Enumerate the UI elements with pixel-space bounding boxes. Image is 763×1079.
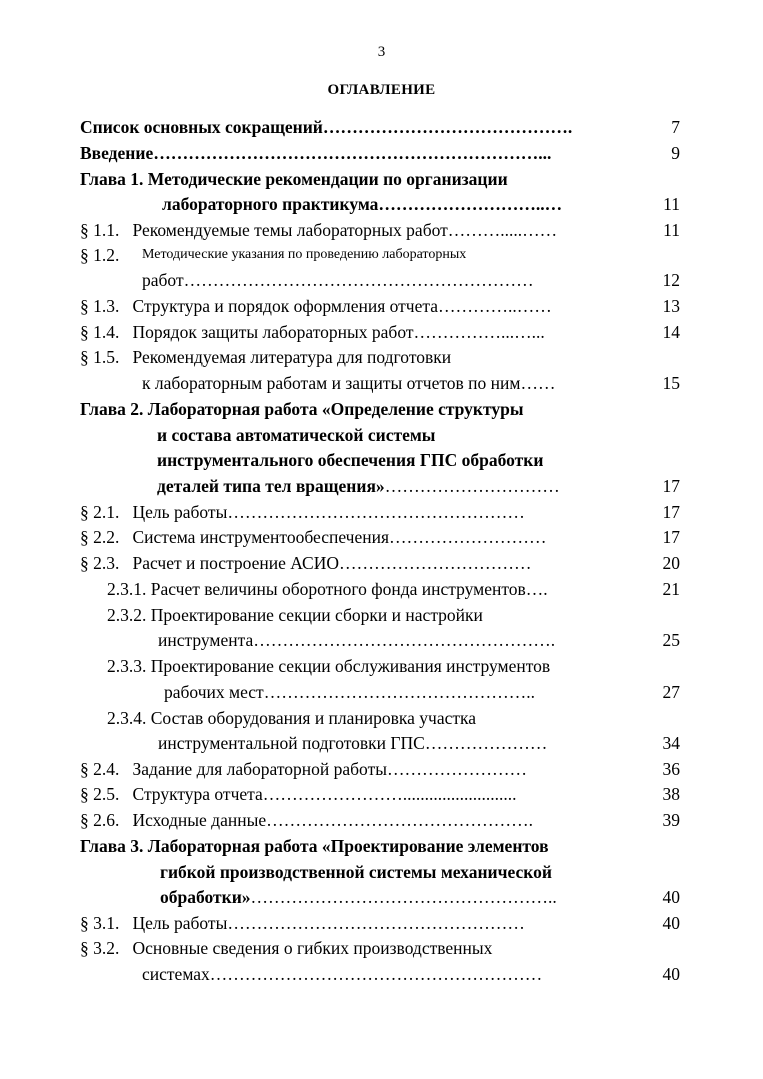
toc-entry-text: § 1.1. Рекомендуемые темы лабораторных работ……….....…… [80, 220, 558, 240]
toc-entry-text: Список основных сокращений……………………………………. [80, 117, 573, 137]
toc-entry-text-wrap [157, 474, 560, 498]
toc-entry-text: рабочих мест……………………………………….. [164, 682, 535, 702]
toc-entry-text: § 2.2. Система инструментообеспечения……………………… [80, 527, 547, 547]
toc-section-3-2 [80, 936, 680, 960]
toc-entry-page: 40 [662, 887, 680, 907]
toc-entry-text: § 2.5. Структура отчета…………………….......................... [80, 784, 517, 804]
toc-section-1-3 [80, 294, 680, 318]
toc-entry-text: 2.3.2. Проектирование секции сборки и настройки [107, 605, 483, 625]
toc-entry-page: 38 [662, 784, 680, 804]
page-number: 3 [377, 44, 386, 60]
toc-chapter-2-title-cont [80, 423, 680, 447]
toc-section-1-5-cont [80, 371, 680, 395]
toc-chapter-3-title-cont [80, 860, 680, 884]
toc-entry-page: 11 [663, 194, 680, 214]
toc-entry-page: 25 [662, 630, 680, 650]
toc-section-1-4 [80, 320, 680, 344]
toc-chapter-2-title-cont [80, 448, 680, 472]
toc-entry-number: § 1.2. [80, 245, 133, 265]
toc-entry-text: § 1.4. Порядок защиты лабораторных работ……………...…... [80, 322, 545, 342]
toc-entry-page: 13 [662, 296, 680, 316]
toc-entry-text: § 1.5. Рекомендуемая литература для подготовки [80, 347, 452, 367]
toc-chapter-1-title [80, 167, 680, 191]
toc-section-2-6 [80, 808, 680, 832]
toc-entry-page: 12 [662, 270, 680, 290]
toc-entry-page: 36 [662, 759, 680, 779]
toc-entry-text: § 2.4. Задание для лабораторной работы…………………… [80, 759, 527, 779]
toc-entry-text: к лабораторным работам и защиты отчетов по ним…… [142, 373, 556, 393]
toc-subsection-2-3-4-cont [80, 731, 680, 755]
toc-section-1-1 [80, 218, 680, 242]
toc-entry-text: работ…………………………………………………… [142, 270, 534, 290]
toc-entry-page: 9 [671, 143, 680, 163]
toc-entry-introduction [80, 141, 680, 165]
toc-entry-text-wrap [160, 885, 557, 909]
toc-chapter-2-title-cont [80, 474, 680, 498]
toc-entry-text: 2.3.4. Состав оборудования и планировка участка [107, 708, 477, 728]
toc-entry-abbreviations [80, 115, 680, 139]
toc-entry-text: инструментального обеспечения ГПС обработки [157, 450, 544, 470]
toc-section-2-3 [80, 551, 680, 575]
toc-chapter-1-title-cont [80, 192, 680, 216]
toc-chapter-2-title [80, 397, 680, 421]
toc-subsection-2-3-2-cont [80, 628, 680, 652]
toc-entry-page: 11 [663, 220, 680, 240]
toc-entry-page: 27 [662, 682, 680, 702]
toc-entry-page: 40 [662, 964, 680, 984]
toc-entry-text: гибкой производственной системы механической [160, 862, 552, 882]
toc-entry-text: деталей типа тел вращения» [157, 476, 385, 496]
toc-entry-text: § 3.1. Цель работы…………………………………………… [80, 913, 525, 933]
toc-subsection-2-3-2 [80, 603, 680, 627]
toc-entry-text: инструмента……………………………………………. [158, 630, 556, 650]
toc-entry-text: 2.3.1. Расчет величины оборотного фонда инструментов…. [107, 579, 548, 599]
toc-section-1-2 [80, 243, 680, 267]
toc-subsection-2-3-1 [80, 577, 680, 601]
toc-section-2-1 [80, 500, 680, 524]
toc-entry-text: § 2.3. Расчет и построение АСИО…………………………… [80, 553, 532, 573]
toc-entry-text: Введение…………………………………………………………... [80, 143, 552, 163]
toc-chapter-3-title-cont [80, 885, 680, 909]
toc-subsection-2-3-3 [80, 654, 680, 678]
toc-entry-page: 34 [662, 733, 680, 753]
toc-entry-text: системах………………………………………………… [142, 964, 543, 984]
toc-entry-page: 39 [662, 810, 680, 830]
toc-entry-text: Глава 1. Методические рекомендации по организации [80, 169, 508, 189]
toc-chapter-3-title [80, 834, 680, 858]
toc-entry-text: § 1.3. Структура и порядок оформления отчета…………..…… [80, 296, 552, 316]
toc-section-2-4 [80, 757, 680, 781]
toc-entry-page: 17 [662, 476, 680, 496]
toc-entry-text: § 3.2. Основные сведения о гибких производственных [80, 938, 493, 958]
toc-subsection-2-3-4 [80, 706, 680, 730]
toc-entry-text: 2.3.3. Проектирование секции обслуживания инструментов [107, 656, 551, 676]
toc-section-2-5 [80, 782, 680, 806]
toc-entry-page: 17 [662, 527, 680, 547]
toc-subsection-2-3-3-cont [80, 680, 680, 704]
toc-section-3-1 [80, 911, 680, 935]
toc-entry-leader: ………………………… [384, 476, 560, 496]
toc-entry-text: Глава 2. Лабораторная работа «Определение структуры [80, 399, 524, 419]
toc-entry-text: лабораторного практикума………………………..… [162, 194, 563, 214]
toc-entry-text: Глава 3. Лабораторная работа «Проектирование элементов [80, 836, 549, 856]
toc-entry-text: и состава автоматической системы [157, 425, 436, 445]
toc-section-1-5 [80, 345, 680, 369]
toc-section-2-2 [80, 525, 680, 549]
toc-entry-text: § 2.1. Цель работы…………………………………………… [80, 502, 525, 522]
toc-entry-page: 20 [662, 553, 680, 573]
toc-entry-leader: …………………………………………….. [250, 887, 557, 907]
toc-entry-text: § 2.6. Исходные данные………………………………………. [80, 810, 533, 830]
toc-entry-page: 15 [662, 373, 680, 393]
toc-section-1-2-cont [80, 268, 680, 292]
toc-entry-text: обработки» [160, 887, 251, 907]
toc-heading: ОГЛАВЛЕНИЕ [327, 82, 436, 98]
toc-entry-page: 14 [662, 322, 680, 342]
toc-entry-page: 7 [671, 117, 680, 137]
toc-entry-page: 21 [662, 579, 680, 599]
toc-entry-text: Методические указания по проведению лабораторных [142, 247, 467, 262]
toc-section-3-2-cont [80, 962, 680, 986]
toc-entry-page: 17 [662, 502, 680, 522]
toc-entry-text: инструментальной подготовки ГПС………………… [158, 733, 548, 753]
toc-entry-page: 40 [662, 913, 680, 933]
